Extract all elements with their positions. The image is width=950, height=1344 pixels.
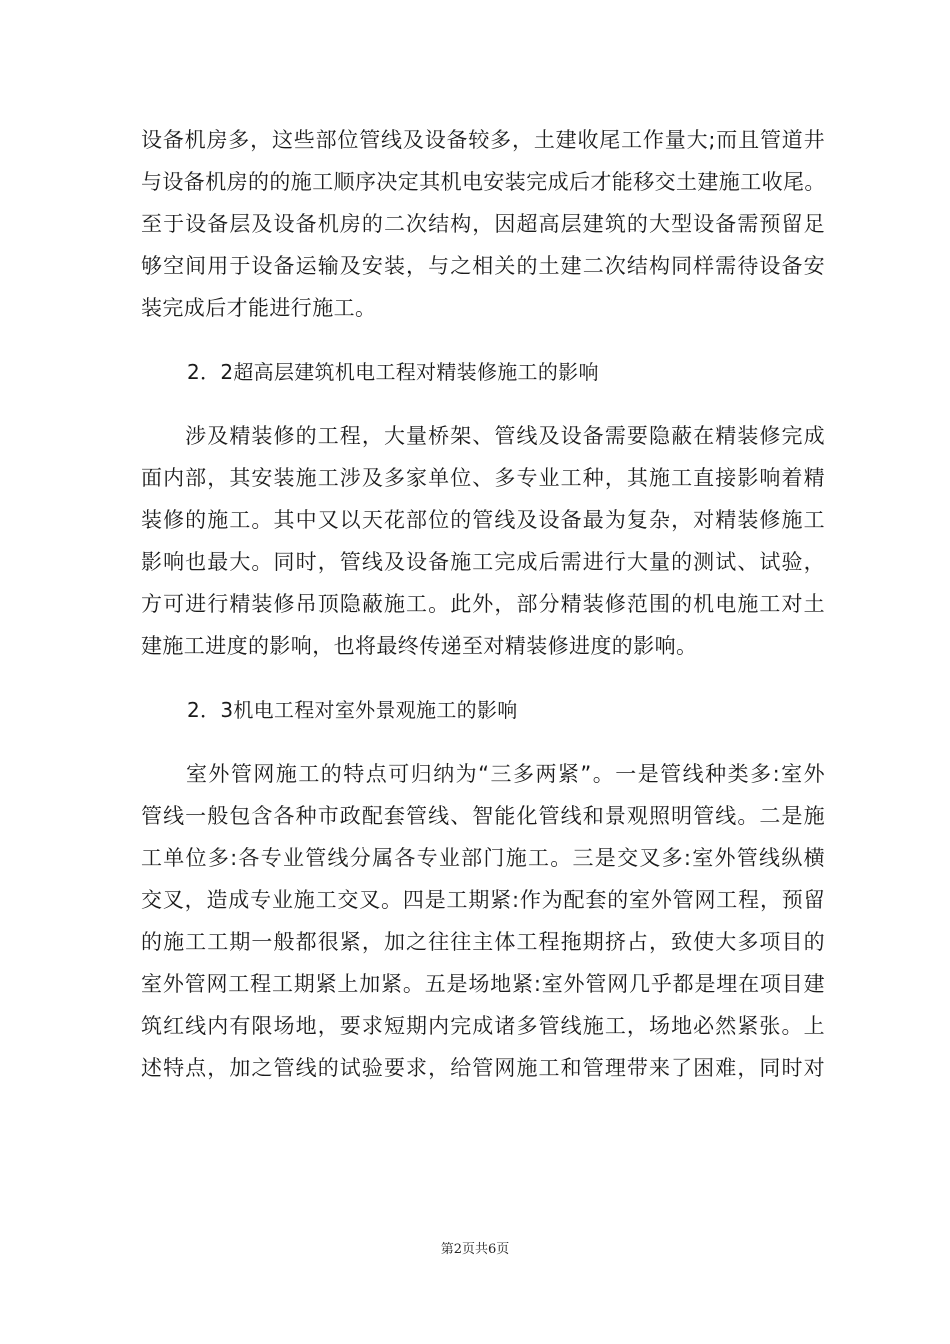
paragraph-line: 与设备机房的的施工顺序决定其机电安装完成后才能移交土建施工收尾。 <box>141 170 826 194</box>
document-body <box>141 119 825 1089</box>
paragraph-outdoor-pipe-network <box>141 753 825 1089</box>
paragraph-line: 管线一般包含各种市政配套管线、智能化管线和景观照明管线。二是施 <box>141 804 825 828</box>
section-heading-2-3: 2．3机电工程对室外景观施工的影响 <box>187 698 518 722</box>
paragraph-line: 建施工进度的影响，也将最终传递至对精装修进度的影响。 <box>141 634 698 658</box>
paragraph-line: 工单位多:各专业管线分属各专业部门施工。三是交叉多:室外管线纵横 <box>141 846 825 870</box>
paragraph-line: 面内部，其安装施工涉及多家单位、多专业工种，其施工直接影响着精 <box>141 466 825 490</box>
spacer <box>141 393 825 415</box>
paragraph-line: 述特点，加之管线的试验要求，给管网施工和管理带来了困难，同时对 <box>141 1056 825 1080</box>
paragraph-line: 至于设备层及设备机房的二次结构，因超高层建筑的大型设备需预留足 <box>141 212 825 236</box>
paragraph-line: 的施工工期一般都很紧，加之往往主体工程拖期挤占，致使大多项目的 <box>141 930 825 954</box>
paragraph-line: 室外管网施工的特点可归纳为“三多两紧”。一是管线种类多:室外 <box>141 762 825 786</box>
paragraph-line: 影响也最大。同时，管线及设备施工完成后需进行大量的测试、试验， <box>141 550 825 574</box>
paragraph-line: 交叉，造成专业施工交叉。四是工期紧:作为配套的室外管网工程，预留 <box>141 888 825 912</box>
paragraph-line: 够空间用于设备运输及安装，与之相关的土建二次结构同样需待设备安 <box>141 254 825 278</box>
paragraph-equipment-rooms <box>141 119 825 329</box>
spacer <box>141 667 825 689</box>
paragraph-line: 涉及精装修的工程，大量桥架、管线及设备需要隐蔽在精装修完成 <box>141 424 825 448</box>
paragraph-line: 装修的施工。其中又以天花部位的管线及设备最为复杂，对精装修施工 <box>141 508 825 532</box>
spacer <box>141 329 825 351</box>
paragraph-line: 方可进行精装修吊顶隐蔽施工。此外，部分精装修范围的机电施工对土 <box>141 592 825 616</box>
paragraph-line: 设备机房多，这些部位管线及设备较多，土建收尾工作量大;而且管道井 <box>141 128 825 152</box>
page-number-footer: 第2页共6页 <box>440 1242 510 1257</box>
section-heading-2-2: 2．2超高层建筑机电工程对精装修施工的影响 <box>187 360 599 384</box>
spacer <box>141 731 825 753</box>
paragraph-line: 筑红线内有限场地，要求短期内完成诸多管线施工，场地必然紧张。上 <box>141 1014 825 1038</box>
paragraph-line: 室外管网工程工期紧上加紧。五是场地紧:室外管网几乎都是埋在项目建 <box>141 972 825 996</box>
paragraph-fine-decoration <box>141 415 825 667</box>
paragraph-line: 装完成后才能进行施工。 <box>141 296 377 320</box>
